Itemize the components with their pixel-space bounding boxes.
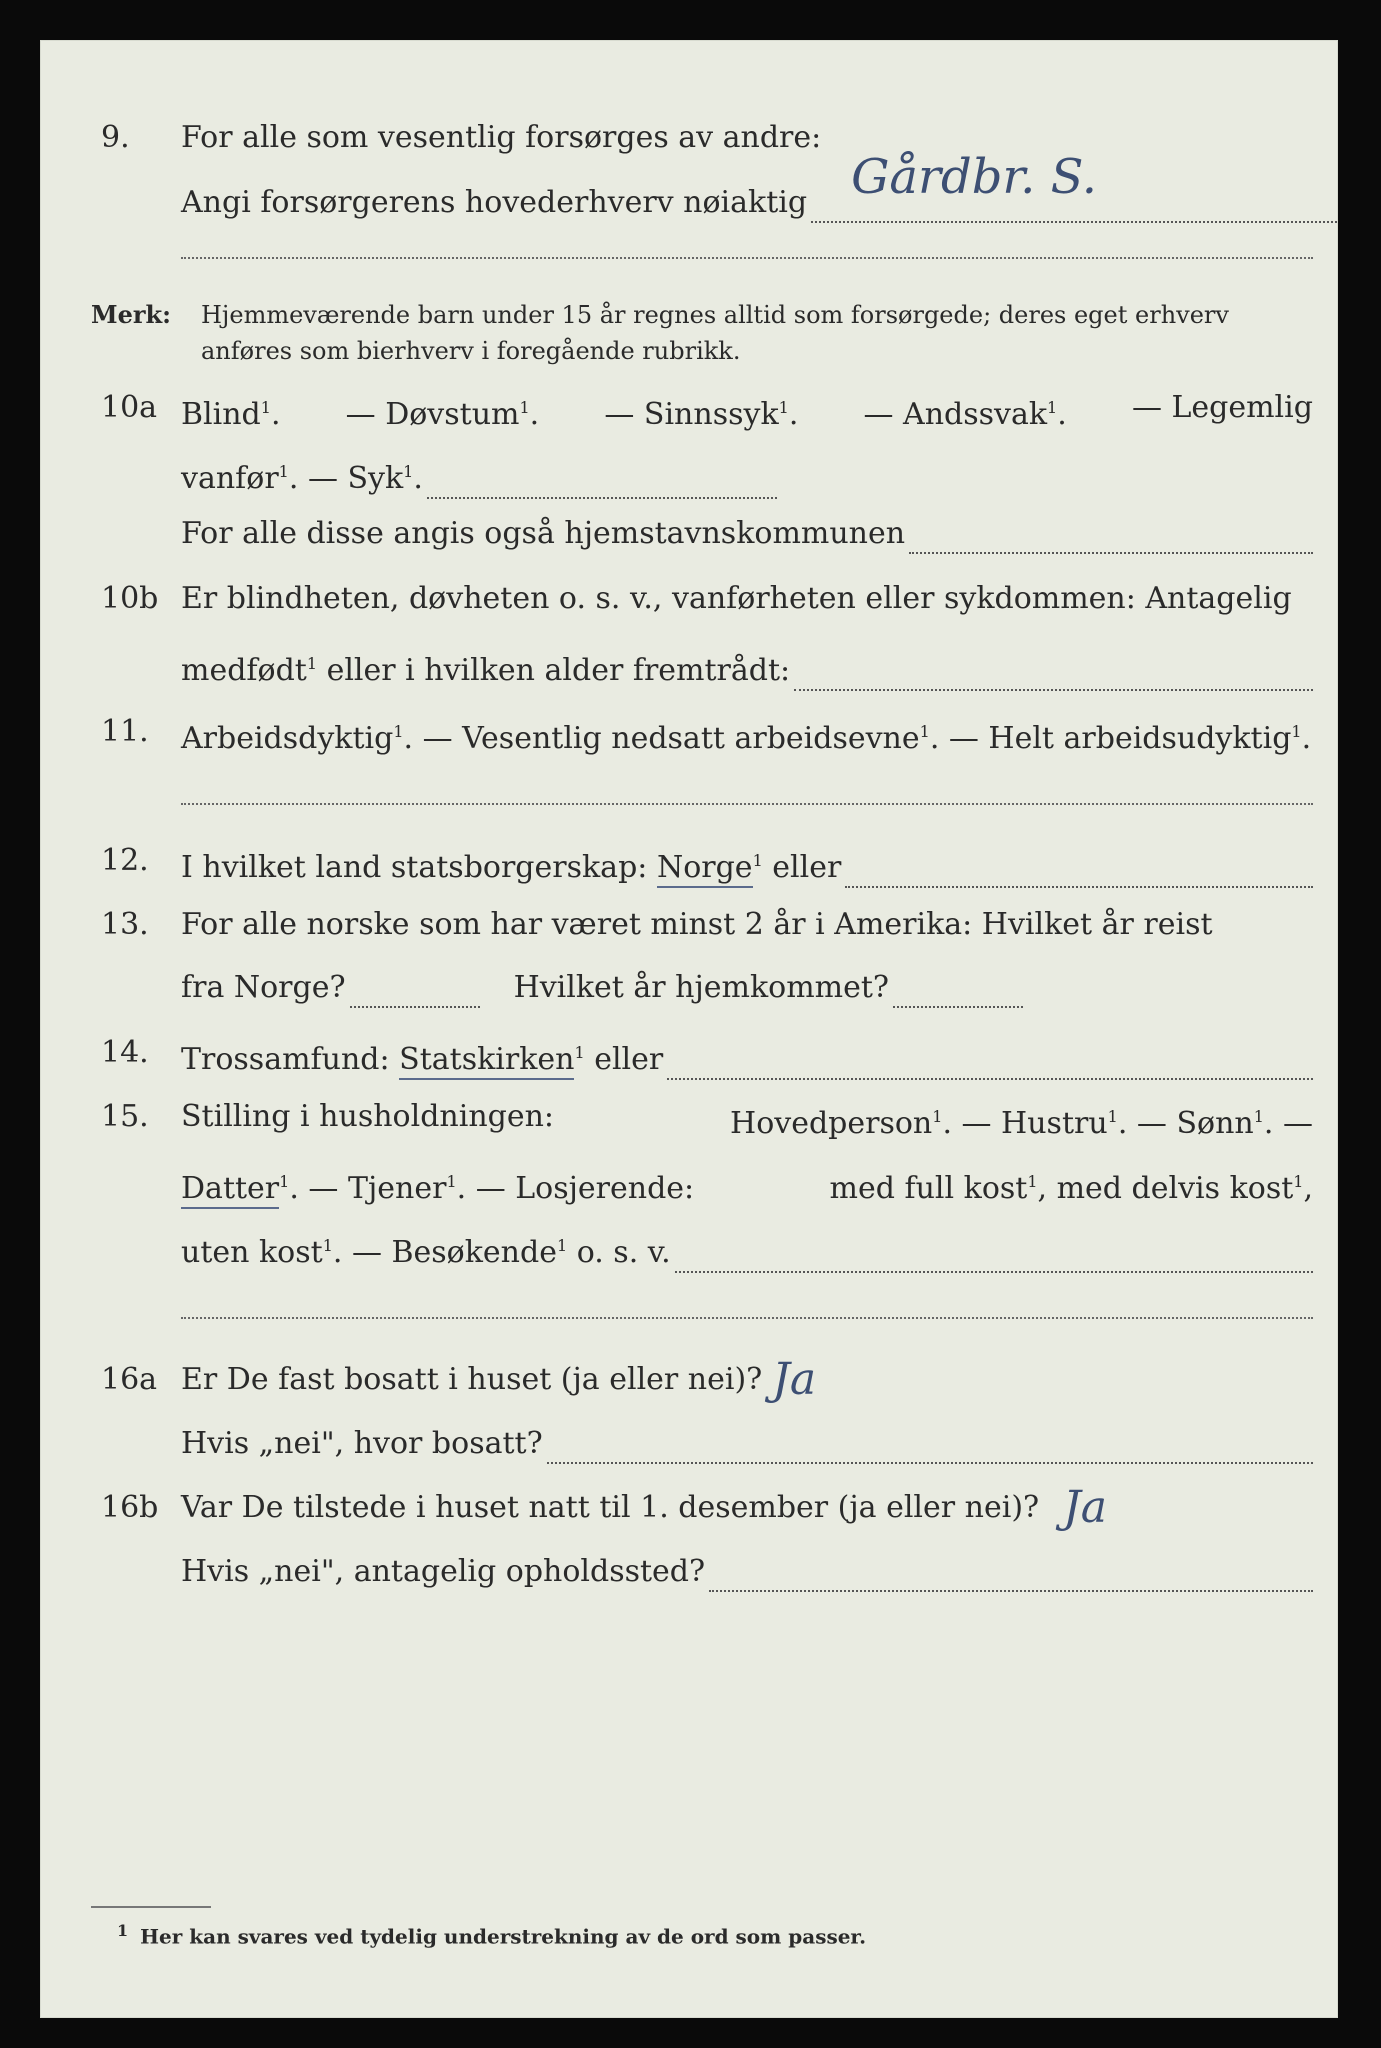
q12-label: I hvilket land statsborgerskap: (181, 850, 648, 885)
q9-answer-field[interactable] (811, 149, 1337, 223)
q16a-number: 16a (101, 1362, 158, 1397)
q13-hjemkommet-label: Hvilket år hjemkommet? (513, 970, 890, 1005)
q10b-number: 10b (101, 581, 159, 616)
q15-datter: Datter (181, 1171, 279, 1209)
footnote (117, 1921, 866, 1949)
q14-eller: eller (594, 1042, 664, 1077)
q9-handwritten-answer: Gårdbr. S. (851, 149, 1098, 205)
q14-field[interactable] (667, 1050, 1313, 1080)
q11-extra-line (181, 803, 1313, 805)
q9-number: 9. (101, 120, 130, 155)
q10a-hjemstavn-label: For alle disse angis også hjemstavnskommunen (181, 516, 906, 551)
q10a-number: 10a (101, 390, 158, 425)
q10b-field[interactable] (794, 661, 1313, 691)
q10a-syk-field[interactable] (427, 469, 777, 499)
q14-statskirken: Statskirken (399, 1042, 574, 1080)
q16b-text2: Hvis „nei", antagelig opholdssted? (181, 1554, 706, 1589)
q16a-text2: Hvis „nei", hvor bosatt? (181, 1426, 543, 1461)
merk-line1: Hjemmeværende barn under 15 år regnes alltid som forsørgede; deres eget erhverv (201, 301, 1229, 329)
q16b-handwritten-answer: Ja (1063, 1482, 1107, 1533)
q13-number: 13. (101, 907, 149, 942)
q10a-syk: — Syk (307, 461, 404, 496)
q15-uten-kost: uten kost (181, 1235, 323, 1270)
census-form-page: 9. For alle som vesentlig forsørges av andre: Angi forsørgerens hovederhverv nøiaktig Gårdbr. S. Merk: Hjemmeværende barn under 15 år regnes alltid som forsørgede; deres eget erhverv anføres som bierhverv i foregående rubrikk. 10a Blind$^1$. — Døvstum$^1$. — Sinnssyk$^1$. — Andssvak$^1$. — Legemlig vanfør$^1$. — Syk$^1$. For alle disse angis også hjemstavnskommunen 10b Er blindheten, døvheten o. s. v., vanførheten eller sykdommen: Antagelig medfødt$^1$ eller i hvilken alder fremtrådt: 11. Arbeidsdyktig$^1$. — Vesentlig nedsatt arbeidsevne$^1$. — Helt arbeidsudyktig$^1$. 12. I hvilket land statsborgerskap: Norge$^1$ eller 13. For alle norske som har været minst 2 år i Amerika: Hvilket år reist fra Norge? Hvilket år hjemkommet? 14. Trossamfund: Statskirken$^1$ eller 15. Stilling i husholdningen: Hovedperson$^1$. — Hustru$^1$. — Sønn$^1$. — Datter$^1$. — Tjener$^1$. — Losjerende: med full kost$^1$, med delvis kost$^1$, uten kost$^1$. — Besøkende$^1$ o. s. v. 16a Er De fast bosatt i huset (ja eller nei)? Ja Hvis „nei", hvor bosatt? 16b Var De tilstede i huset natt til 1. desember (ja eller nei)? Ja Hvis „nei", antagelig opholdssted? $^1$ Her kan svares ved tydelig understrekning av de ord som passer. (40, 40, 1338, 2018)
merk-line2: anføres som bierhverv i foregående rubrikk. (201, 337, 741, 365)
q10a-blind: Blind (181, 397, 261, 432)
q10a-vanfor: vanfør (181, 461, 279, 496)
q15-full-kost: med full kost (829, 1171, 1028, 1206)
q16b-field[interactable] (709, 1562, 1313, 1592)
q11-nedsatt: . — Vesentlig nedsatt arbeidsevne (403, 721, 920, 756)
q10a-sinnssyk: — Sinnssyk (604, 397, 779, 432)
q16a-field[interactable] (547, 1434, 1313, 1464)
merk-label: Merk: (91, 300, 171, 329)
q13-hjemkommet-field[interactable] (893, 978, 1023, 1008)
q12-field[interactable] (845, 858, 1313, 888)
q12-norge: Norge (657, 850, 753, 888)
q15-delvis-kost: , med delvis kost (1037, 1171, 1294, 1206)
q9-text2: Angi forsørgerens hovederhverv nøiaktig (181, 185, 808, 220)
q13-reist-label: fra Norge? (181, 970, 346, 1005)
q11-arbeidsdyktig: Arbeidsdyktig (181, 721, 394, 756)
q10a-dovstum: — Døvstum (345, 397, 520, 432)
q15-hovedperson: Hovedperson (730, 1106, 933, 1141)
q10a-hjemstavn-field[interactable] (909, 524, 1313, 554)
q15-sonn: . — Sønn (1117, 1106, 1254, 1141)
q16a-text1: Er De fast bosatt i huset (ja eller nei)? (181, 1362, 763, 1397)
q15-tjener: . — Tjener (289, 1171, 447, 1206)
q13-text1: For alle norske som har været minst 2 år i Amerika: Hvilket år reist (181, 907, 1213, 942)
q10a-andssvak: — Andssvak (863, 397, 1048, 432)
q15-osv: o. s. v. (576, 1235, 671, 1270)
q12-number: 12. (101, 843, 149, 878)
q11-number: 11. (101, 714, 149, 749)
q15-losjerende: . — Losjerende: (456, 1171, 695, 1206)
q15-field[interactable] (675, 1243, 1313, 1273)
q16b-number: 16b (101, 1490, 159, 1525)
q15-besokende: . — Besøkende (332, 1235, 557, 1270)
q9-extra-line (181, 257, 1313, 259)
q15-hustru: . — Hustru (942, 1106, 1108, 1141)
footnote-rule (91, 1906, 211, 1908)
q10b-text1: Er blindheten, døvheten o. s. v., vanførheten eller sykdommen: Antagelig (181, 581, 1292, 616)
q13-reist-field[interactable] (350, 978, 480, 1008)
q10b-alder: eller i hvilken alder fremtrådt: (326, 653, 791, 688)
q14-number: 14. (101, 1035, 149, 1070)
footnote-mark: 1 (117, 1921, 129, 1940)
q9-text1: For alle som vesentlig forsørges av andre: (181, 120, 822, 155)
q15-extra-line (181, 1317, 1313, 1319)
q16a-handwritten-answer: Ja (772, 1354, 817, 1405)
footnote-text: Her kan svares ved tydelig understrekning av de ord som passer. (140, 1924, 867, 1949)
q10b-medfodt: medfødt (181, 653, 307, 688)
q15-number: 15. (101, 1099, 149, 1134)
q15-label: Stilling i husholdningen: (181, 1099, 555, 1134)
q16b-text1: Var De tilstede i huset natt til 1. desember (ja eller nei)? (181, 1490, 1040, 1525)
q11-udyktig: . — Helt arbeidsudyktig (929, 721, 1292, 756)
q10a-legemlig: — Legemlig (1131, 390, 1313, 425)
q14-label: Trossamfund: (181, 1042, 390, 1077)
q12-eller: eller (772, 850, 842, 885)
